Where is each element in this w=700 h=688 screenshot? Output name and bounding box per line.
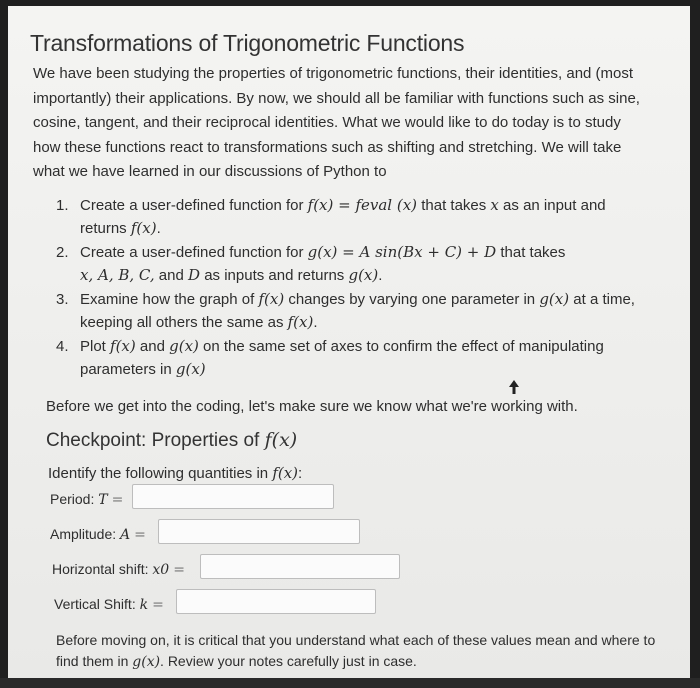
list-item: 3. Examine how the graph of f(x) changes by varying one parameter in g(x) at a time, keeping all others the same as f(x). xyxy=(56,290,635,331)
list-number: 2. xyxy=(56,244,69,261)
mouse-cursor-icon xyxy=(508,380,520,394)
closing-note: Before moving on, it is critical that you understand what each of these values mean and where to find them in g(x). Review your notes carefully just in case. xyxy=(56,632,656,670)
checkpoint-heading: Checkpoint: Properties of f(x) xyxy=(46,429,298,451)
list-item: 1. Create a user-defined function for f(x) = feval (x) that takes x as an input and returns f(x). xyxy=(56,196,606,237)
vertical-shift-label: Vertical Shift: k = xyxy=(54,596,164,613)
page-title: Transformations of Trigonometric Functions xyxy=(30,30,465,56)
amplitude-input[interactable] xyxy=(158,519,360,544)
task-list xyxy=(56,194,656,382)
list-item: 2. Create a user-defined function for g(x) = A sin(Bx + C) + D that takes x, A, B, C, and D as inputs and returns g(x). xyxy=(56,243,566,284)
list-number: 4. xyxy=(56,338,69,355)
period-label: Period: T = xyxy=(50,491,124,508)
list-item: 4. Plot f(x) and g(x) on the same set of axes to confirm the effect of manipulating parameters in g(x) xyxy=(56,337,604,378)
identify-instruction: Identify the following quantities in f(x): xyxy=(48,464,303,482)
period-input[interactable] xyxy=(132,484,334,509)
list-number: 3. xyxy=(56,291,69,308)
amplitude-label: Amplitude: A = xyxy=(50,526,146,543)
vertical-shift-input[interactable] xyxy=(176,589,376,614)
horizontal-shift-label: Horizontal shift: x0 = xyxy=(52,561,185,578)
intro-paragraph: We have been studying the properties of trigonometric functions, their identities, and (most importantly) their applications. By now, we should all be familiar with functions such as sine, cosine, tangent, and their reciprocal identities. What we would like to do today is to study how these functions react to transformations such as shifting and stretching. We will take what we have learned in our discussions of Python to xyxy=(33,65,640,180)
before-coding-text: Before we get into the coding, let's make sure we know what we're working with. xyxy=(46,398,578,415)
bottom-edge-bar xyxy=(0,678,700,688)
list-number: 1. xyxy=(56,197,69,214)
horizontal-shift-input[interactable] xyxy=(200,554,400,579)
worksheet-page xyxy=(8,6,690,678)
